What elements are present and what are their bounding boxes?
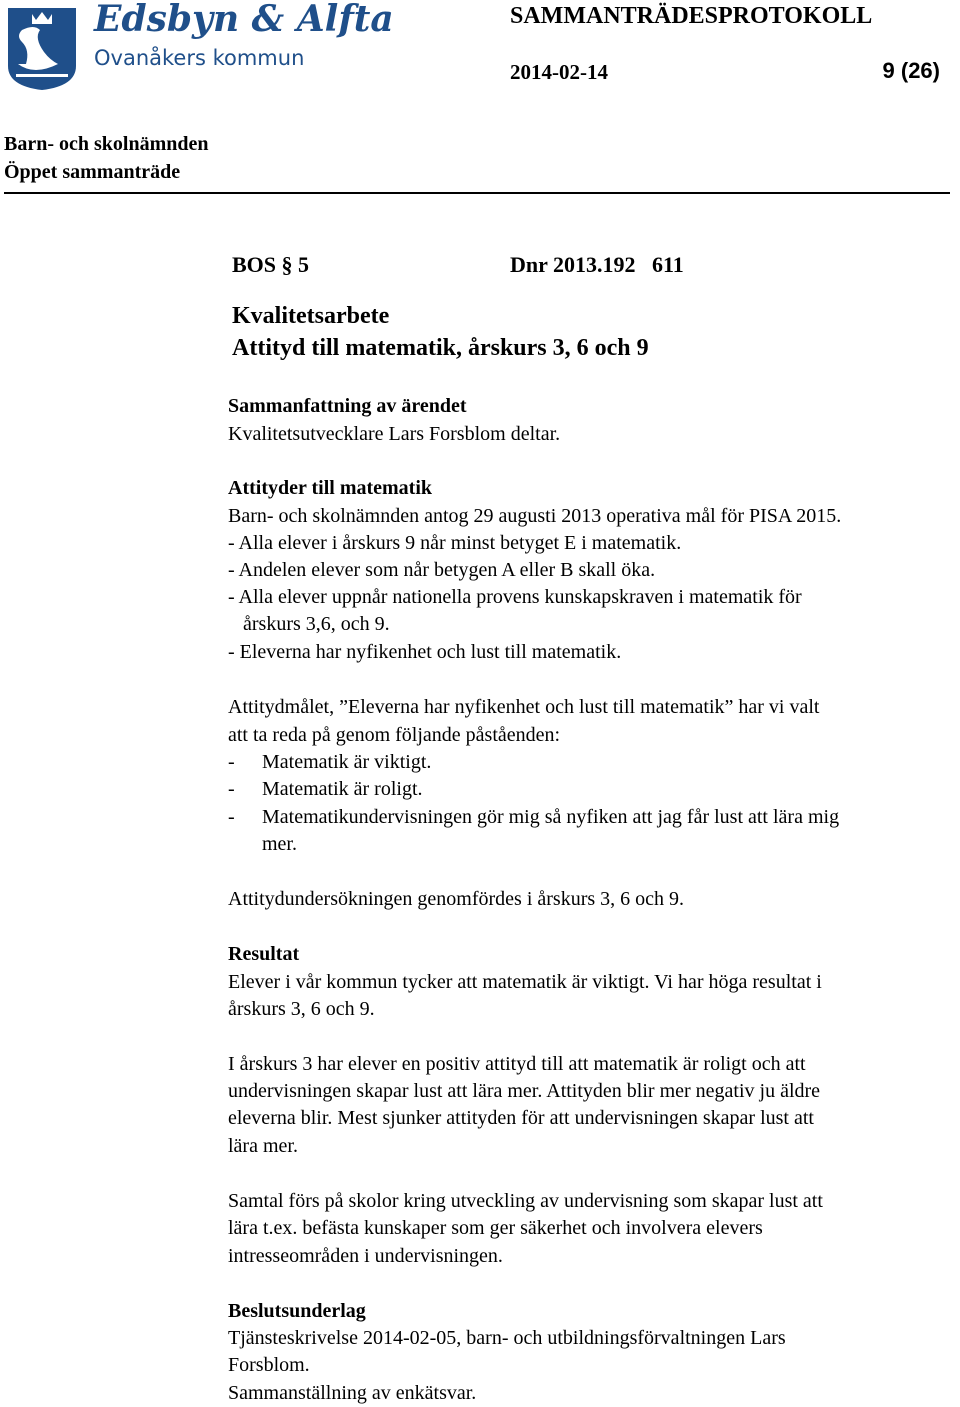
goal-item: Matematik är viktigt.: [262, 751, 432, 773]
case-id: BOS § 5: [232, 252, 310, 277]
goal-item-continued: mer.: [262, 833, 297, 855]
attitudes-heading: Attityder till matematik: [228, 477, 433, 499]
result-line: årskurs 3, 6 och 9.: [228, 998, 375, 1020]
attitudes-line: årskurs 3,6, och 9.: [243, 613, 390, 635]
document-type: SAMMANTRÄDESPROTOKOLL: [510, 3, 873, 29]
goal-dash: -: [228, 806, 235, 828]
result-line: lära mer.: [228, 1135, 298, 1157]
attitudes-line: - Eleverna har nyfikenhet och lust till matematik.: [228, 641, 622, 663]
goal-dash: -: [228, 751, 235, 773]
survey-text: Attitydundersökningen genomfördes i årskurs 3, 6 och 9.: [228, 888, 685, 910]
attitudes-line: Barn- och skolnämnden antog 29 augusti 2013 operativa mål för PISA 2015.: [228, 505, 842, 527]
logo-subtitle: Ovanåkers kommun: [94, 46, 305, 70]
goal-line: att ta reda på genom följande påståenden:: [228, 724, 561, 746]
swan-crown-icon: [4, 4, 80, 90]
header-divider: [4, 192, 950, 194]
meeting-type: Öppet sammanträde: [4, 161, 181, 183]
attitudes-line: - Alla elever i årskurs 9 når minst betyget E i matematik.: [228, 532, 682, 554]
document-date: 2014-02-14: [510, 60, 608, 84]
result-line: I årskurs 3 har elever en positiv attityd till att matematik är roligt och att: [228, 1053, 806, 1075]
goal-dash: -: [228, 778, 235, 800]
result-heading: Resultat: [228, 943, 300, 965]
page-number: 9 (26): [882, 58, 940, 83]
goal-line: Attitydmålet, ”Eleverna har nyfikenhet och lust till matematik” har vi valt: [228, 696, 820, 718]
result-line: undervisningen skapar lust att lära mer. Attityden blir mer negativ ju äldre: [228, 1080, 821, 1102]
logo-name: Edsbyn & Alfta: [94, 0, 394, 40]
basis-line: Forsblom.: [228, 1354, 310, 1376]
goal-item: Matematikundervisningen gör mig så nyfiken att jag får lust att lära mig: [262, 806, 840, 828]
result-line: intresseområden i undervisningen.: [228, 1245, 503, 1267]
attitudes-line: - Alla elever uppnår nationella provens kunskapskraven i matematik för: [228, 586, 802, 608]
case-dnr: Dnr 2013.192 611: [510, 252, 684, 277]
result-line: Samtal förs på skolor kring utveckling av undervisning som skapar lust att: [228, 1190, 823, 1212]
basis-heading: Beslutsunderlag: [228, 1300, 366, 1322]
result-line: Elever i vår kommun tycker att matematik är viktigt. Vi har höga resultat i: [228, 971, 822, 993]
summary-text: Kvalitetsutvecklare Lars Forsblom deltar.: [228, 423, 561, 445]
basis-line: Tjänsteskrivelse 2014-02-05, barn- och utbildningsförvaltningen Lars: [228, 1327, 786, 1349]
result-line: lära t.ex. befästa kunskaper som ger säkerhet och involvera elevers: [228, 1217, 763, 1239]
goal-item: Matematik är roligt.: [262, 778, 423, 800]
attitudes-line: - Andelen elever som når betygen A eller B skall öka.: [228, 559, 656, 581]
case-title-2: Attityd till matematik, årskurs 3, 6 och 9: [232, 335, 649, 361]
result-line: eleverna blir. Mest sjunker attityden för att undervisningen skapar lust att: [228, 1107, 814, 1129]
summary-heading: Sammanfattning av ärendet: [228, 395, 467, 417]
basis-line: Sammanställning av enkätsvar.: [228, 1382, 477, 1404]
committee-name: Barn- och skolnämnden: [4, 133, 209, 155]
municipality-logo: [4, 4, 80, 90]
case-title-1: Kvalitetsarbete: [232, 303, 390, 329]
